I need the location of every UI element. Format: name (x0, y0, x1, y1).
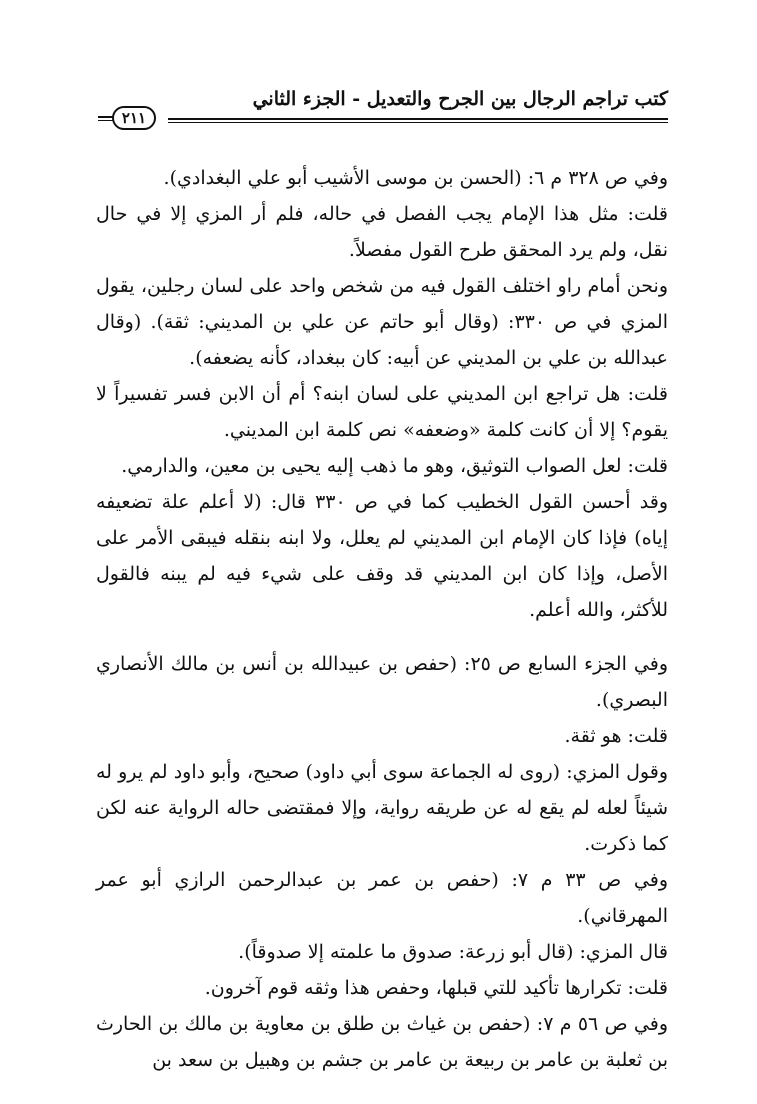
paragraph: قلت: هو ثقة. (564, 725, 668, 747)
header-rule-thin (168, 122, 668, 123)
paragraph: وفي ص ٥٦ م ٧: (حفص بن غياث بن طلق بن معاوية بن مالك بن الحارث بن ثعلبة بن عامر بن ربيعة بن عامر بن جشم بن وهبيل بن سعد بن (96, 1013, 668, 1071)
paragraph: وفي الجزء السابع ص ٢٥: (حفص بن عبيدالله بن أنس بن مالك الأنصاري البصري). (96, 653, 668, 711)
paragraph: وقول المزي: (روى له الجماعة سوى أبي داود) صحيح، وأبو داود لم يرو له شيئاً لعله لم يقع له عن طريقه رواية، وإلا فمقتضى حاله الرواية عنه لكن كما ذكرت. (96, 761, 668, 855)
header-rule (168, 118, 668, 120)
paragraph: ونحن أمام راو اختلف القول فيه من شخص واحد على لسان رجلين، يقول المزي في ص ٣٣٠: (وقال أبو حاتم عن علي بن المديني: ثقة). (وقال عبدالله بن علي بن المديني عن أبيه: كان ببغداد، كأنه يضعفه). (96, 275, 668, 369)
paragraph: وفي ص ٣٣ م ٧: (حفص بن عمر بن عبدالرحمن الرازي أبو عمر المهرقاني). (96, 869, 668, 927)
paragraph: قال المزي: (قال أبو زرعة: صدوق ما علمته إلا صدوقاً). (238, 941, 668, 963)
paragraph: وفي ص ٣٢٨ م ٦: (الحسن بن موسى الأشيب أبو علي البغدادي). (163, 167, 668, 189)
paragraph: قلت: تكرارها تأكيد للتي قبلها، وحفص هذا وثقه قوم آخرون. (204, 977, 668, 999)
paragraph: قلت: هل تراجع ابن المديني على لسان ابنه؟ أم أن الابن فسر تفسيراً لا يقوم؟ إلا أن كانت كلمة «وضعفه» نص كلمة ابن المديني. (96, 383, 668, 441)
page-number-badge (98, 106, 170, 132)
paragraph: قلت: مثل هذا الإمام يجب الفصل في حاله، فلم أر المزي إلا في حال نقل، ولم يرد المحقق طرح القول مفصلاً. (96, 203, 668, 261)
page-number: ٢١١ (121, 109, 147, 127)
running-title: كتب تراجم الرجال بين الجرح والتعديل - الجزء الثاني (252, 88, 668, 110)
paragraph: قلت: لعل الصواب التوثيق، وهو ما ذهب إليه يحيى بن معين، والدارمي. (121, 455, 668, 477)
page-header (98, 88, 668, 138)
paragraph: وقد أحسن القول الخطيب كما في ص ٣٣٠ قال: (لا أعلم علة تضعيفه إياه) فإذا كان الإمام ابن المديني لم يعلل، ولا ابنه بنقله فيبقى الأمر على الأصل، وإذا كان ابن المديني قد وقف على شيء فيه لم يبنه فالقول للأكثر، والله أعلم. (96, 491, 669, 621)
page-body (96, 160, 668, 1078)
